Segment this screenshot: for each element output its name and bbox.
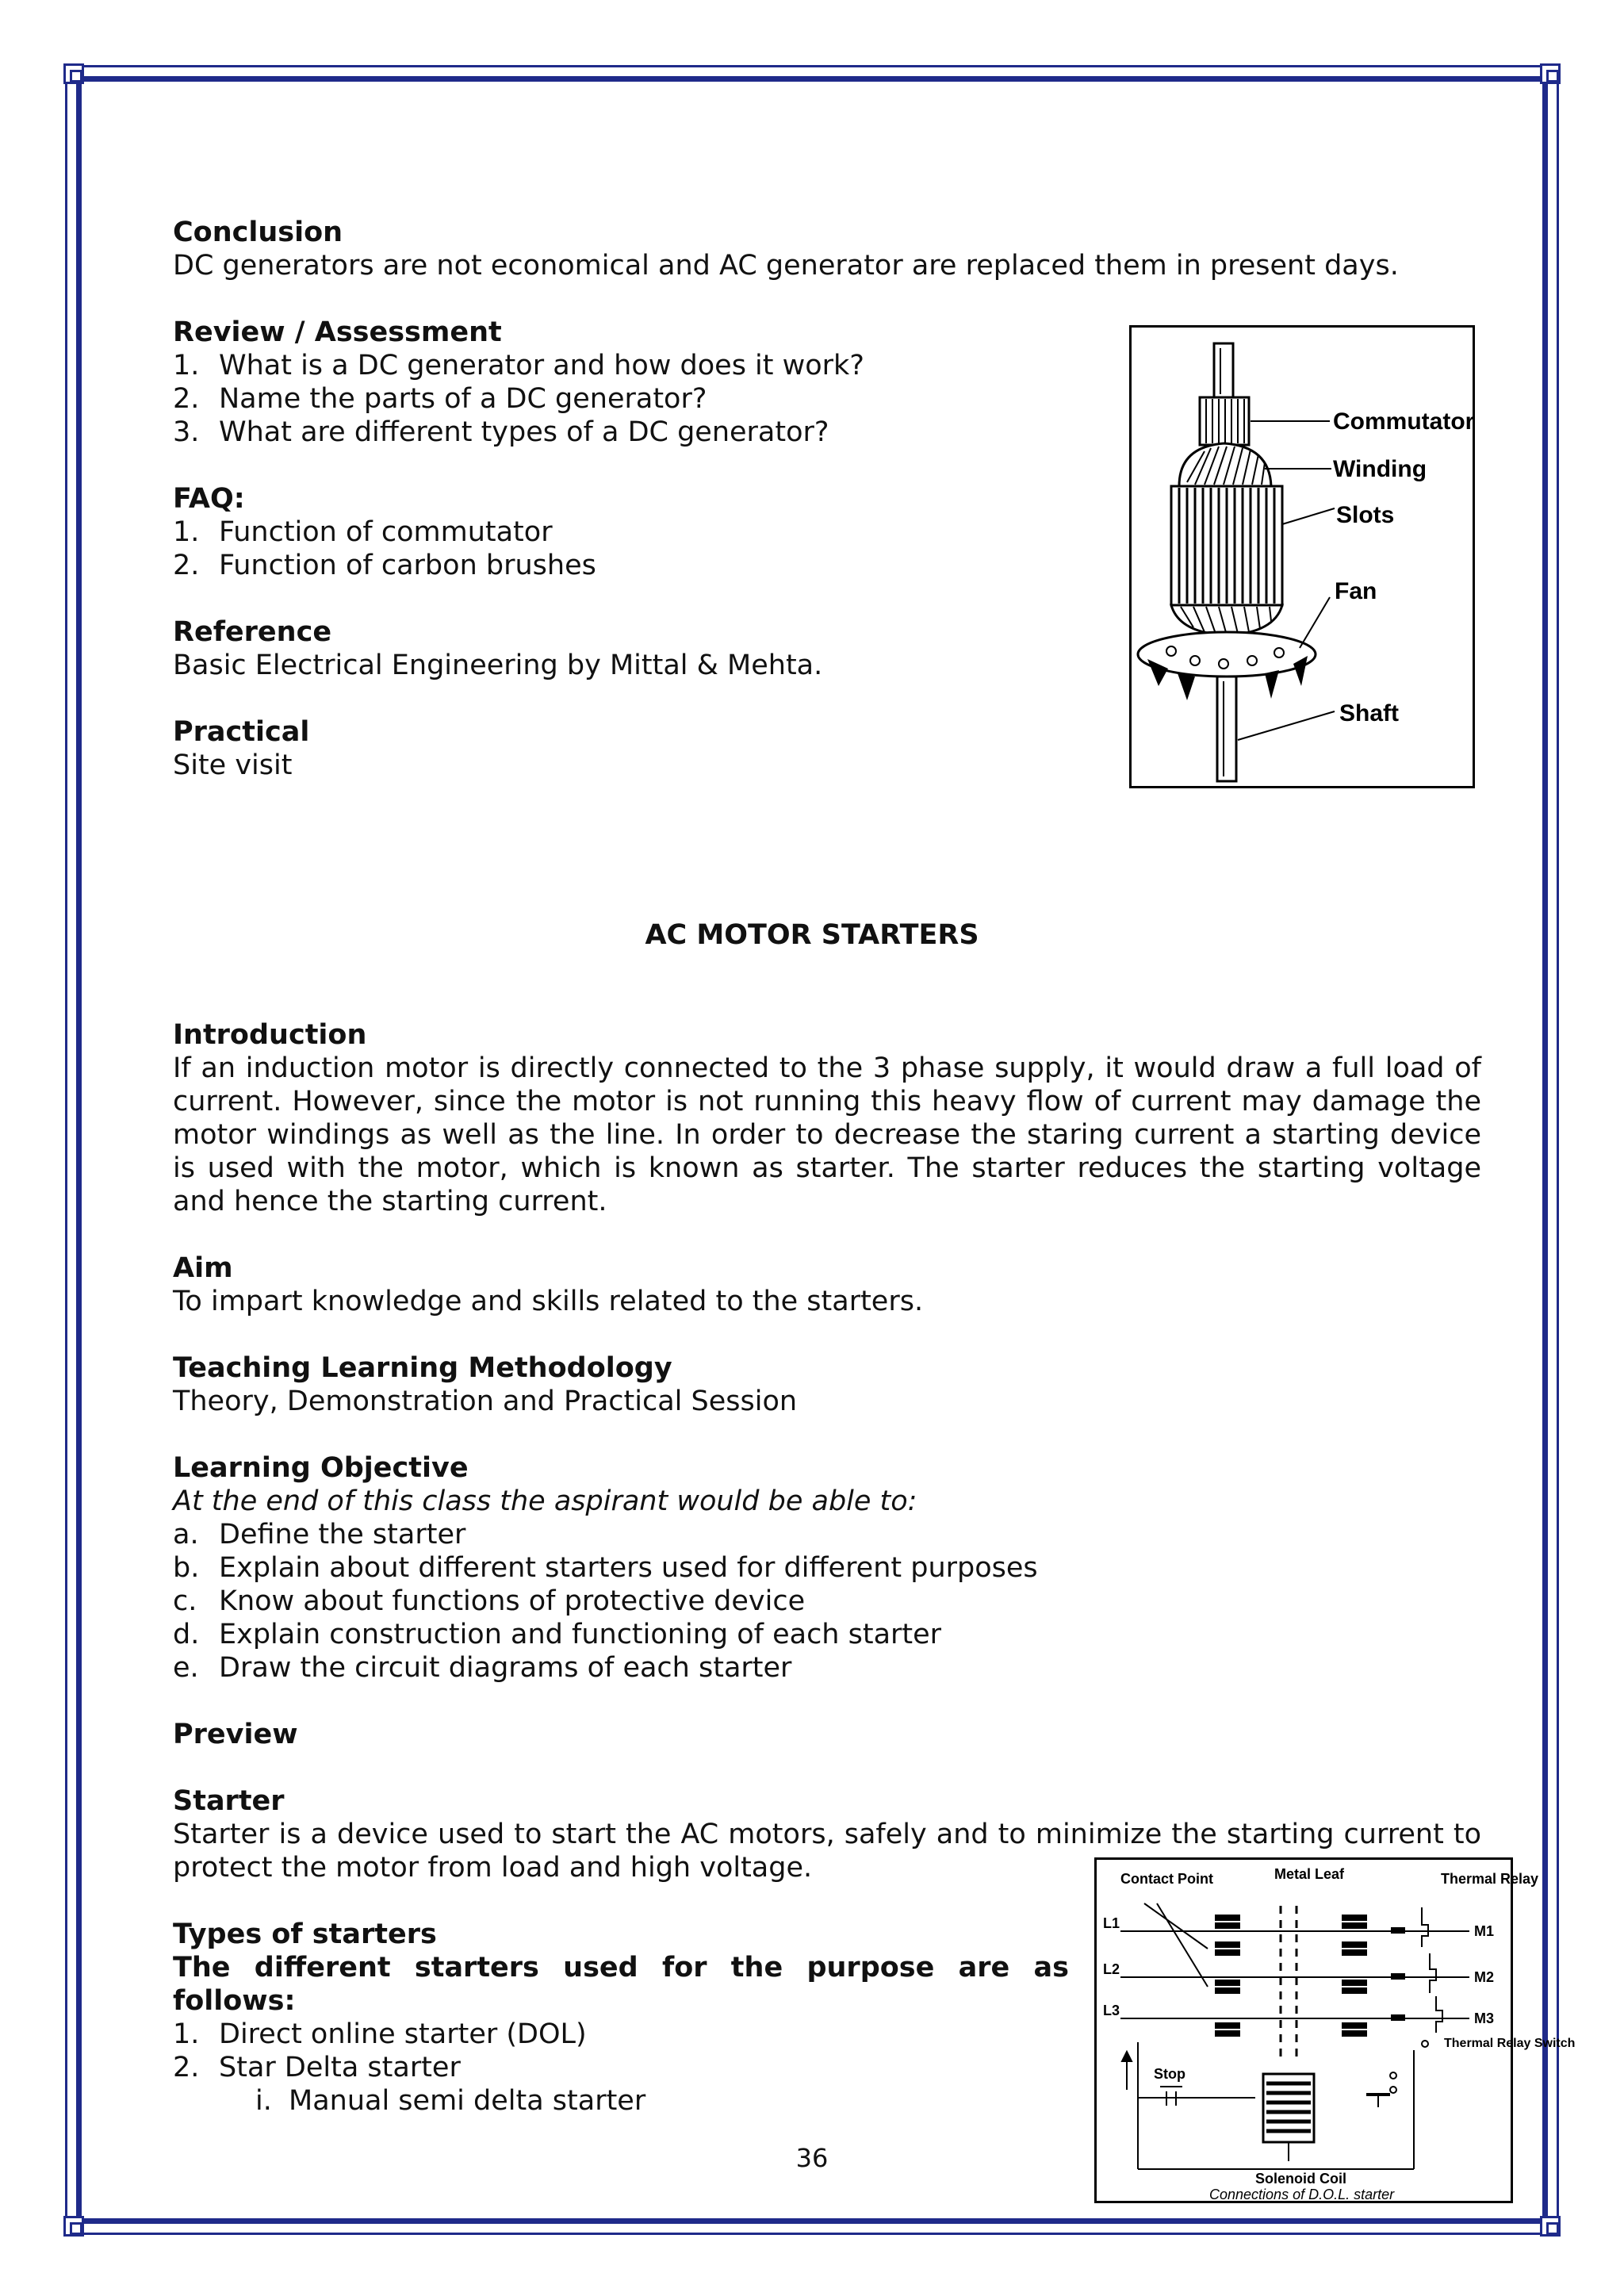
list-number: d. xyxy=(173,1619,200,1650)
dol-starter-figure xyxy=(1094,1857,1576,2203)
faq-item-1 xyxy=(173,516,553,549)
list-number: b. xyxy=(173,1552,200,1584)
label-l2: L2 xyxy=(1103,1961,1120,1977)
armature-drawing xyxy=(1132,328,1477,791)
review-item-2 xyxy=(173,382,707,416)
label-shaft: Shaft xyxy=(1339,700,1399,726)
list-number: 3. xyxy=(173,416,200,448)
faq-item-2 xyxy=(173,549,596,582)
label-metal-leaf: Metal Leaf xyxy=(1274,1866,1345,1882)
preview-heading: Preview xyxy=(173,1719,298,1750)
review-item-1 xyxy=(173,349,864,382)
list-number: 1. xyxy=(173,350,200,381)
list-text: Explain about different starters used for different purposes xyxy=(219,1552,1038,1584)
aim-heading: Aim xyxy=(173,1252,233,1284)
label-commutator: Commutator xyxy=(1333,408,1475,435)
border-corner-bottom-left xyxy=(63,2216,84,2237)
figure-caption: Connections of D.O.L. starter xyxy=(1209,2187,1395,2202)
objective-item-b xyxy=(173,1551,1038,1585)
types-subheading: The different starters used for the purpose are as follows: xyxy=(173,1952,1069,2017)
list-number: 1. xyxy=(173,2018,200,2050)
armature-figure xyxy=(1129,325,1475,788)
list-text: Manual semi delta starter xyxy=(289,2085,646,2117)
list-text: Draw the circuit diagrams of each starter xyxy=(219,1652,792,1684)
list-number: 2. xyxy=(173,550,200,581)
label-m3: M3 xyxy=(1474,2010,1495,2026)
list-number: 2. xyxy=(173,2052,200,2083)
objective-item-d xyxy=(173,1618,941,1651)
list-text: Function of commutator xyxy=(219,516,553,548)
label-stop: Stop xyxy=(1154,2066,1185,2082)
review-item-3 xyxy=(173,416,829,449)
label-slots: Slots xyxy=(1336,502,1395,528)
objective-item-e xyxy=(173,1651,791,1685)
border-corner-top-left xyxy=(63,63,84,84)
types-subitem-i xyxy=(255,2084,645,2118)
objective-item-c xyxy=(173,1585,805,1618)
introduction-heading: Introduction xyxy=(173,1019,367,1051)
border-corner-top-right xyxy=(1540,63,1561,84)
label-l3: L3 xyxy=(1103,2003,1120,2018)
reference-text: Basic Electrical Engineering by Mittal & Mehta. xyxy=(173,650,823,681)
list-text: What are different types of a DC generator? xyxy=(219,416,829,448)
practical-heading: Practical xyxy=(173,716,310,748)
list-text: Know about functions of protective device xyxy=(219,1585,806,1617)
types-heading: Types of starters xyxy=(173,1918,437,1950)
list-text: Direct online starter (DOL) xyxy=(219,2018,587,2050)
list-text: Function of carbon brushes xyxy=(219,550,596,581)
page-number: 36 xyxy=(795,2143,829,2173)
label-contact-point: Contact Point xyxy=(1120,1871,1213,1887)
label-thermal-relay-switch: Thermal Relay Switch xyxy=(1444,2037,1576,2050)
label-solenoid-coil: Solenoid Coil xyxy=(1255,2171,1346,2187)
label-fan: Fan xyxy=(1335,578,1377,604)
conclusion-heading: Conclusion xyxy=(173,217,343,248)
list-text: Explain construction and functioning of each starter xyxy=(219,1619,942,1650)
label-winding: Winding xyxy=(1333,456,1427,482)
types-item-2 xyxy=(173,2051,461,2084)
objective-heading: Learning Objective xyxy=(173,1452,469,1484)
list-number: c. xyxy=(173,1585,197,1617)
list-number: 2. xyxy=(173,383,200,415)
list-text: Name the parts of a DC generator? xyxy=(219,383,707,415)
label-m2: M2 xyxy=(1474,1969,1495,1985)
dol-circuit-drawing xyxy=(1097,1860,1576,2206)
practical-text: Site visit xyxy=(173,749,293,781)
starter-heading: Starter xyxy=(173,1785,285,1817)
methodology-heading: Teaching Learning Methodology xyxy=(173,1352,672,1384)
conclusion-text: DC generators are not economical and AC generator are replaced them in present days. xyxy=(173,250,1399,282)
list-number: a. xyxy=(173,1519,199,1550)
methodology-text: Theory, Demonstration and Practical Session xyxy=(173,1386,798,1417)
list-number: e. xyxy=(173,1652,199,1684)
objective-item-a xyxy=(173,1518,465,1551)
faq-heading: FAQ: xyxy=(173,483,245,515)
objective-intro: At the end of this class the aspirant would be able to: xyxy=(173,1485,917,1517)
aim-text: To impart knowledge and skills related to the starters. xyxy=(173,1286,924,1317)
list-text: What is a DC generator and how does it work? xyxy=(219,350,864,381)
label-m1: M1 xyxy=(1474,1923,1495,1939)
introduction-text: If an induction motor is directly connected to the 3 phase supply, it would draw a full load of current. However, since the motor is not running this heavy flow of current may damage the motor windings as well as the line. In order to decrease the staring current a starting device is used with the motor, which is known as starter. The starter reduces the starting voltage and hence the starting current. xyxy=(173,1052,1481,1217)
list-number: i. xyxy=(255,2085,272,2117)
list-text: Star Delta starter xyxy=(219,2052,461,2083)
border-corner-bottom-right xyxy=(1540,2216,1561,2237)
list-text: Define the starter xyxy=(219,1519,466,1550)
types-item-1 xyxy=(173,2018,587,2051)
label-l1: L1 xyxy=(1103,1915,1120,1931)
list-number: 1. xyxy=(173,516,200,548)
starter-text: Starter is a device used to start the AC motors, safely and to minimize the starting current to protect the motor from load and high voltage. xyxy=(173,1819,1481,1884)
section-title: AC MOTOR STARTERS xyxy=(645,919,979,951)
review-heading: Review / Assessment xyxy=(173,316,502,348)
reference-heading: Reference xyxy=(173,616,332,648)
label-thermal-relay: Thermal Relay xyxy=(1441,1871,1539,1887)
